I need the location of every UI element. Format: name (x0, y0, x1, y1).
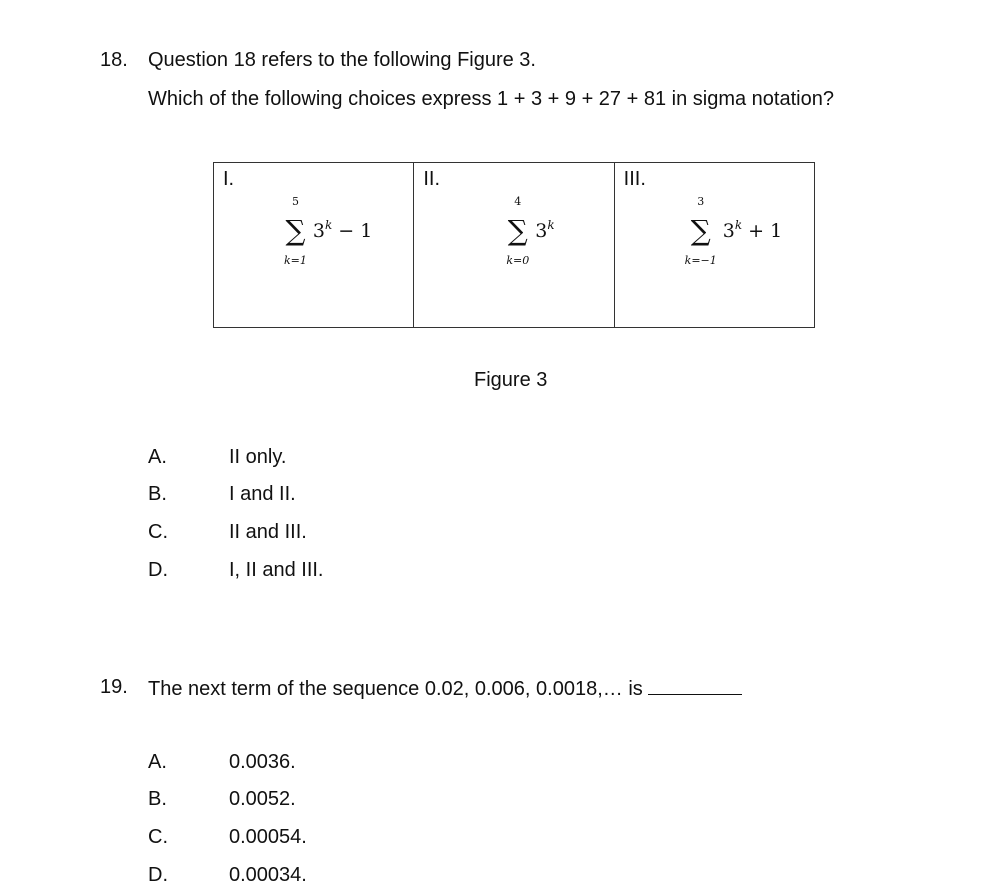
option-text: II and III. (229, 521, 307, 543)
term-base: 3 (312, 220, 325, 242)
question-18-prompt: Which of the following choices express 1 + 3 + 9 + 27 + 81 in sigma notation? (148, 88, 834, 110)
upper-limit: 3 (697, 195, 705, 208)
option-letter: B. (148, 483, 167, 505)
upper-limit: 4 (514, 195, 522, 208)
figure-cell-i (214, 163, 413, 327)
option-letter: D. (148, 864, 168, 886)
sigma-expression (685, 195, 783, 267)
figure-cell-iii (614, 163, 814, 327)
option-letter: B. (148, 788, 167, 810)
term-exponent: k (734, 218, 743, 232)
option-letter: C. (148, 521, 168, 543)
question-19-text: The next term of the sequence 0.02, 0.006, 0.0018,… is (148, 678, 643, 700)
sigma-icon: ∑ (690, 214, 711, 247)
option-text: 0.00034. (229, 864, 307, 886)
figure-caption: Figure 3 (474, 369, 548, 391)
option-text: 0.0052. (229, 788, 296, 810)
sigma-expression (284, 195, 372, 267)
lower-limit: k=−1 (684, 254, 717, 267)
option-text: II only. (229, 446, 287, 468)
cell-label: III. (623, 168, 646, 190)
option-letter: A. (148, 751, 167, 773)
sigma-expression (506, 195, 554, 267)
term-exponent: k (324, 218, 333, 232)
option-text: I, II and III. (229, 559, 324, 581)
term-base: 3 (535, 220, 548, 242)
option-letter: D. (148, 559, 168, 581)
figure-cell-ii (413, 163, 613, 327)
term-exponent: k (547, 218, 555, 232)
question-19-prompt (148, 676, 742, 701)
option-text: 0.0036. (229, 751, 296, 773)
upper-limit: 5 (291, 195, 299, 208)
option-text: I and II. (229, 483, 296, 505)
answer-blank (648, 676, 742, 695)
lower-limit: k=1 (284, 254, 307, 267)
term-rest: − 1 (332, 220, 373, 242)
option-text: 0.00054. (229, 826, 307, 848)
term-rest: + 1 (742, 220, 783, 242)
term-base: 3 (722, 220, 735, 242)
question-19-number: 19. (100, 676, 128, 698)
figure-3-table (213, 162, 815, 328)
cell-label: I. (223, 168, 235, 190)
cell-label: II. (423, 168, 440, 190)
question-18-intro: Question 18 refers to the following Figure 3. (148, 49, 536, 71)
option-letter: A. (148, 446, 167, 468)
question-18-number: 18. (100, 49, 128, 71)
option-letter: C. (148, 826, 168, 848)
sigma-icon: ∑ (507, 214, 528, 247)
sigma-icon: ∑ (285, 214, 306, 247)
lower-limit: k=0 (506, 254, 530, 267)
